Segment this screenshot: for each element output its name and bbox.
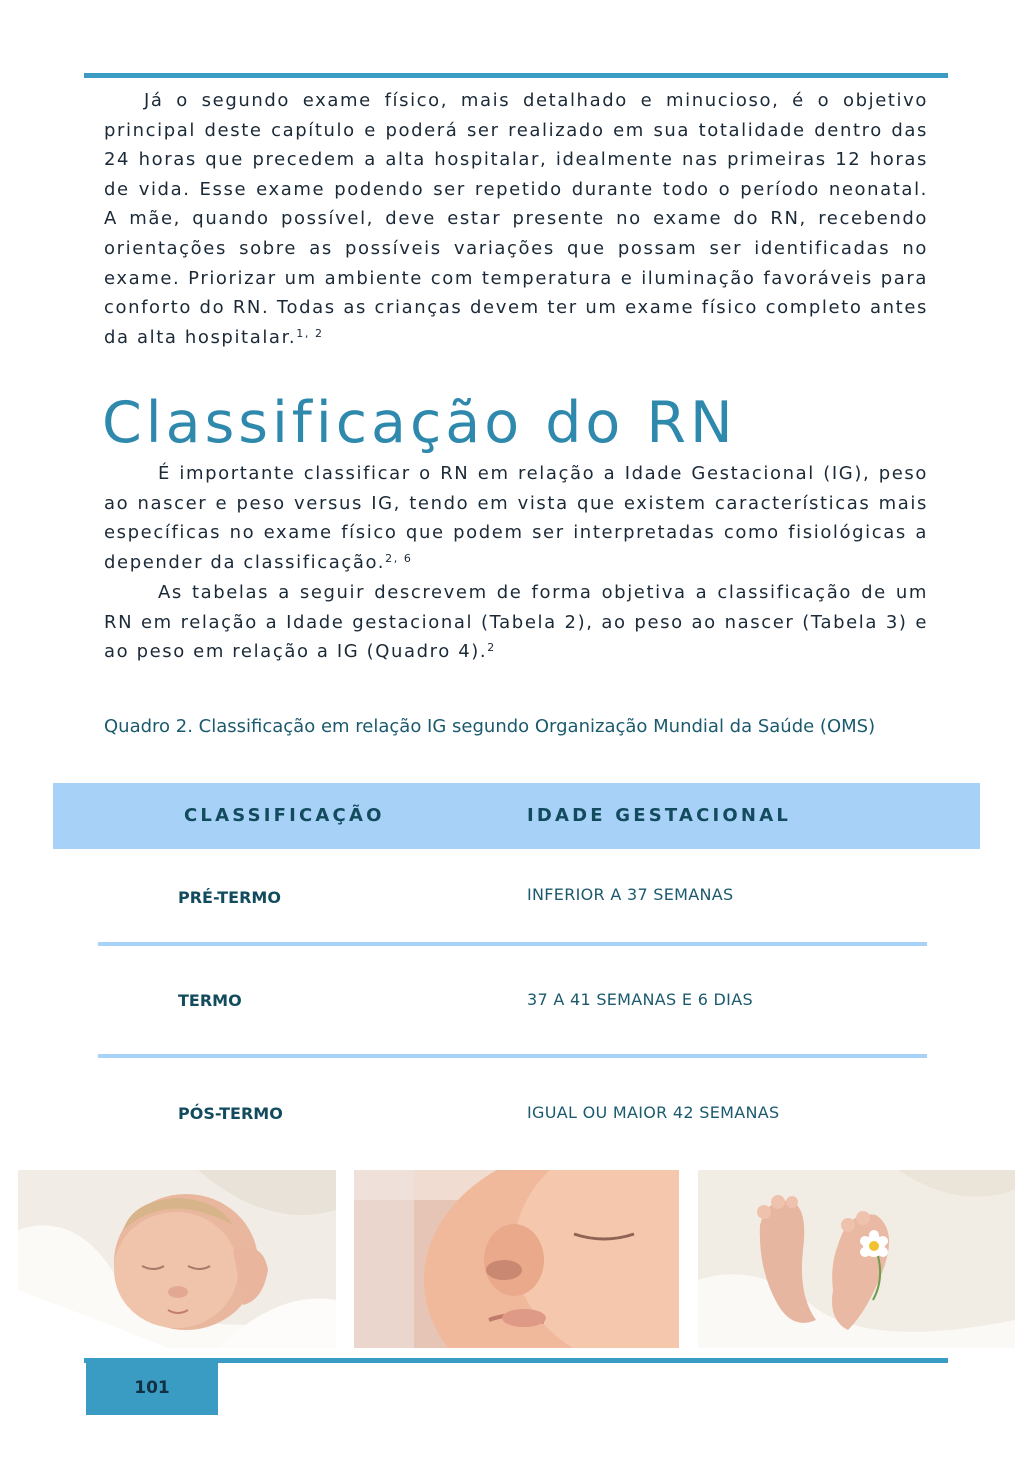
section-paragraph-1-text: É importante classificar o RN em relação a Idade Gestacional (IG), peso ao nascer e peso versus IG, tendo em vista que existem características mais específicas no exame físico que podem ser interpretadas como fisiológicas a depender da classificação. bbox=[104, 463, 928, 573]
table-caption: Quadro 2. Classificação em relação IG segundo Organização Mundial da Saúde (OMS) bbox=[104, 716, 876, 737]
section-paragraph-1 bbox=[104, 459, 928, 577]
baby-feet-photo bbox=[698, 1170, 1015, 1348]
section-paragraph-2 bbox=[104, 578, 928, 667]
section-paragraph-2-refs: 2 bbox=[487, 641, 496, 655]
table-row-value: INFERIOR A 37 SEMANAS bbox=[527, 885, 734, 904]
table-row-divider bbox=[98, 1054, 927, 1058]
table-header-classification: CLASSIFICAÇÃO bbox=[184, 805, 385, 826]
table-row-value: IGUAL OU MAIOR 42 SEMANAS bbox=[527, 1103, 780, 1122]
intro-paragraph bbox=[104, 86, 928, 352]
intro-paragraph-text: Já o segundo exame físico, mais detalhado e minucioso, é o objetivo principal deste capítulo e poderá ser realizado em sua totalidade dentro das 24 horas que precedem a alta hospitalar, idealmente nas primeiras 12 horas de vida. Esse exame podendo ser repetido durante todo o período neonatal. A mãe, quando possível, deve estar presente no exame do RN, recebendo orientações sobre as possíveis variações que possam ser identificadas no exame. Priorizar um ambiente com temperatura e iluminação favoráveis para conforto do RN. Todas as crianças devem ter um exame físico completo antes da alta hospitalar. bbox=[104, 90, 928, 348]
table-header-gestational-age: IDADE GESTACIONAL bbox=[527, 805, 791, 826]
table-row-label: PRÉ-TERMO bbox=[178, 888, 281, 907]
baby-face-closeup-photo bbox=[354, 1170, 679, 1348]
top-divider bbox=[84, 73, 948, 78]
page-number: 101 bbox=[134, 1378, 170, 1398]
section-paragraph-2-text: As tabelas a seguir descrevem de forma objetiva a classificação de um RN em relação a Idade gestacional (Tabela 2), ao peso ao nascer (Tabela 3) e ao peso em relação a IG (Quadro 4). bbox=[104, 582, 928, 663]
section-title: Classificação do RN bbox=[102, 390, 737, 456]
table-row-value: 37 A 41 SEMANAS E 6 DIAS bbox=[527, 990, 753, 1009]
intro-paragraph-refs: 1, 2 bbox=[296, 326, 324, 340]
sleeping-baby-photo bbox=[18, 1170, 336, 1348]
page-number-box bbox=[86, 1360, 218, 1415]
table-row-label: TERMO bbox=[178, 991, 242, 1010]
table-row-divider bbox=[98, 942, 927, 946]
table-row-label: PÓS-TERMO bbox=[178, 1104, 283, 1123]
section-paragraph-1-refs: 2, 6 bbox=[385, 551, 413, 565]
